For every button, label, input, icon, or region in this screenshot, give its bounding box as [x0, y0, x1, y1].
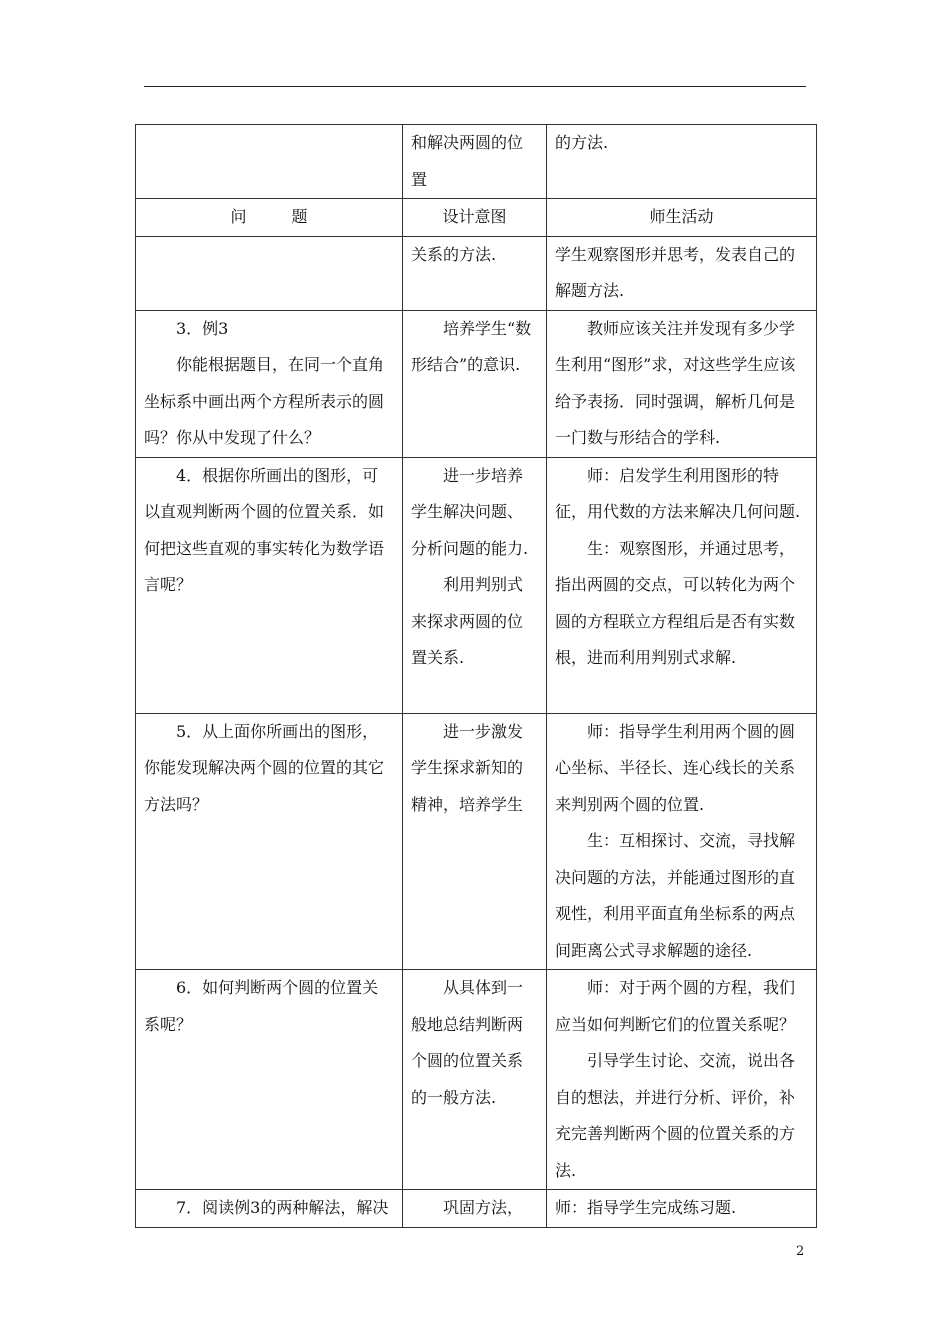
cell-activity: 师：指导学生完成练习题.: [547, 1190, 817, 1228]
header-question: 问 题: [136, 199, 403, 237]
cell-question: 3．例3 你能根据题目，在同一个直角坐标系中画出两个方程所表示的圆吗？你从中发现了什么？: [136, 310, 403, 457]
cell-question: [136, 125, 403, 199]
cell-design: 培养学生“数形结合”的意识.: [403, 310, 547, 457]
lesson-table: [135, 124, 817, 1228]
header-rule: [144, 86, 806, 87]
cell-activity: 学生观察图形并思考，发表自己的解题方法.: [547, 236, 817, 310]
cell-question: 5．从上面你所画出的图形，你能发现解决两个圆的位置的其它方法吗？: [136, 713, 403, 970]
cell-activity: 师：对于两个圆的方程，我们应当如何判断它们的位置关系呢？ 引导学生讨论、交流，说出各自的想法，并进行分析、评价，补充完善判断两个圆的位置关系的方法.: [547, 970, 817, 1190]
table-row: [136, 970, 817, 1190]
table-header-row: [136, 199, 817, 237]
table-row: [136, 457, 817, 713]
table-row: [136, 236, 817, 310]
header-design: 设计意图: [403, 199, 547, 237]
cell-question: [136, 236, 403, 310]
table-row: [136, 713, 817, 970]
table-row-continued: [136, 125, 817, 199]
cell-activity: 教师应该关注并发现有多少学生利用“图形”求，对这些学生应该给予表扬．同时强调，解析几何是一门数与形结合的学科.: [547, 310, 817, 457]
table-row: [136, 1190, 817, 1228]
cell-design: 从具体到一般地总结判断两个圆的位置关系的一般方法.: [403, 970, 547, 1190]
cell-design: 关系的方法.: [403, 236, 547, 310]
cell-design: 进一步培养学生解决问题、分析问题的能力. 利用判别式来探求两圆的位置关系.: [403, 457, 547, 713]
cell-design: 和解决两圆的位置: [403, 125, 547, 199]
cell-question: 6．如何判断两个圆的位置关系呢？: [136, 970, 403, 1190]
cell-design: 进一步激发学生探求新知的精神，培养学生: [403, 713, 547, 970]
cell-activity: 师：指导学生利用两个圆的圆心坐标、半径长、连心线长的关系来判别两个圆的位置. 生：互相探讨、交流，寻找解决问题的方法，并能通过图形的直观性，利用平面直角坐标系的两点间距离公式寻求解题的途径.: [547, 713, 817, 970]
cell-activity: 师：启发学生利用图形的特征，用代数的方法来解决几何问题. 生：观察图形，并通过思考，指出两圆的交点，可以转化为两个圆的方程联立方程组后是否有实数根，进而利用判别式求解.: [547, 457, 817, 713]
page-number: 2: [796, 1244, 805, 1259]
header-activity: 师生活动: [547, 199, 817, 237]
cell-design: 巩固方法，: [403, 1190, 547, 1228]
cell-activity: 的方法.: [547, 125, 817, 199]
cell-question: 7．阅读例3的两种解法，解决: [136, 1190, 403, 1228]
table-row: [136, 310, 817, 457]
cell-question: 4．根据你所画出的图形，可以直观判断两个圆的位置关系．如何把这些直观的事实转化为数学语言呢？: [136, 457, 403, 713]
